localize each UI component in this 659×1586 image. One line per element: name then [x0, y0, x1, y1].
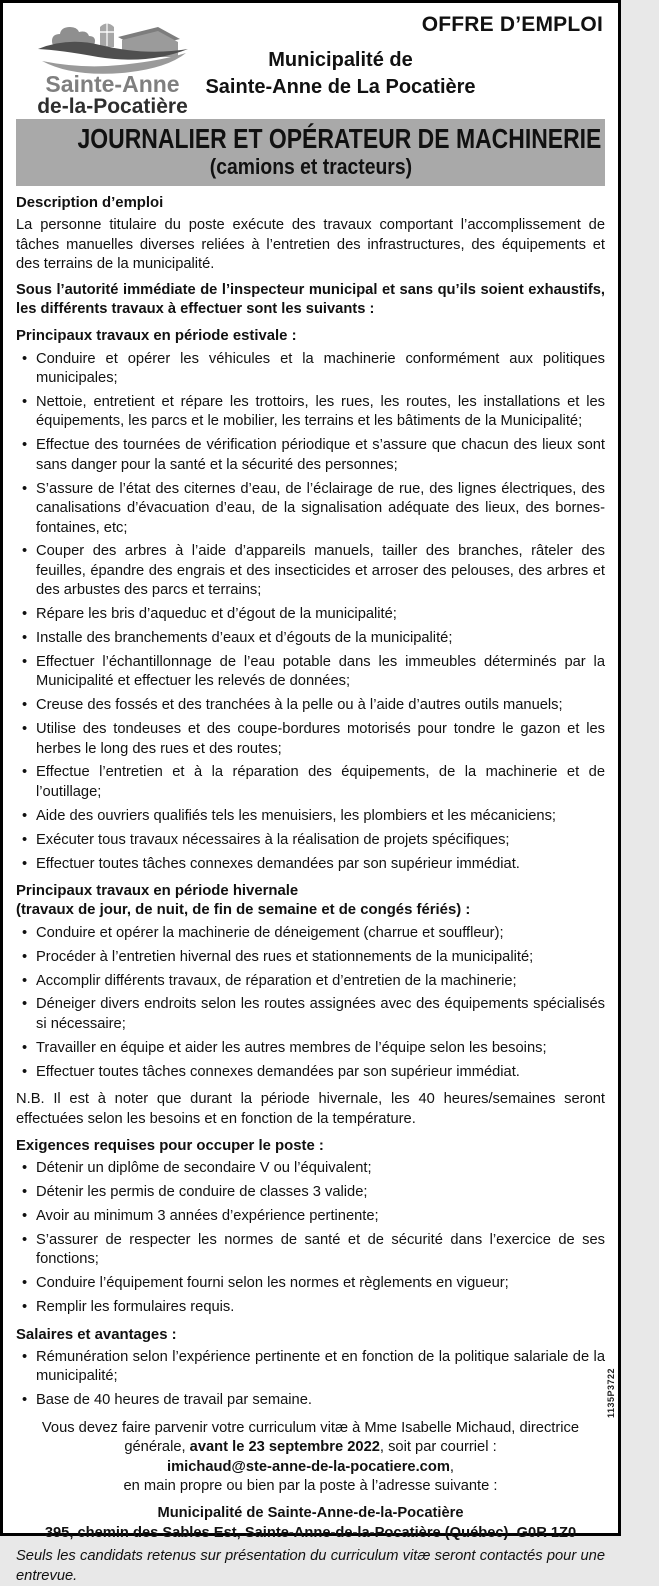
list-item-text: Conduire l’équipement fourni selon les normes et règlements en vigueur; — [36, 1275, 509, 1292]
requirements-list — [16, 1159, 605, 1317]
list-item — [16, 1391, 605, 1410]
bullet-icon: • — [22, 1208, 28, 1225]
list-item-text: Creuse des fossés et des tranchées à la pelle ou à l’aide d’autres outils manuels; — [36, 697, 563, 714]
list-item — [16, 436, 605, 475]
list-item — [16, 1159, 605, 1178]
list-item — [16, 763, 605, 802]
list-item-text: Couper des arbres à l’aide d’appareils manuels, tailler des branches, râteler des feuilles, épandre des engrais et des insecticides et arroser des pelouses, des arbres et des arbustes des parcs et terrains; — [36, 543, 605, 599]
list-item-text: Procéder à l’entretien hivernal des rues et stationnements de la municipalité; — [36, 948, 534, 965]
ad-reference-code: 1135P3722 — [606, 1367, 616, 1419]
bullet-icon: • — [22, 764, 28, 781]
section-heading-salary: Salaires et avantages : — [16, 1326, 177, 1343]
bullet-icon: • — [22, 1039, 28, 1056]
apply-email-comma: , — [449, 1458, 454, 1475]
section-heading-requirements: Exigences requises pour occuper le poste : — [16, 1137, 324, 1154]
list-item-text: Déneiger divers endroits selon les routes assignées avec des équipements spécialisés si nécessaire; — [36, 996, 605, 1032]
bullet-icon: • — [22, 350, 28, 367]
bullet-icon: • — [22, 1349, 28, 1366]
nb-note: N.B. Il est à noter que durant la période hivernale, les 40 heures/semaines seront effectuées selon les besoins et en fonction de la température. — [16, 1091, 605, 1127]
list-item-text: Installe des branchements d’eaux et d’égouts de la municipalité; — [36, 630, 453, 647]
list-item-text: Nettoie, entretient et répare les trottoirs, les rues, les routes, les installations et les équipements, les parcs et le mobilier, les terrains et les bâtiments de la Municipalité; — [36, 394, 605, 430]
bullet-icon: • — [22, 1392, 28, 1409]
list-item — [16, 629, 605, 648]
section-heading-summer: Principaux travaux en période estivale : — [16, 328, 297, 345]
list-item-text: Effectue des tournées de vérification périodique et s’assure que chacun des lieux sont sans danger pour la santé et la sécurité des personnes; — [36, 437, 605, 473]
bullet-icon: • — [22, 1063, 28, 1080]
list-item — [16, 831, 605, 850]
bullet-icon: • — [22, 1299, 28, 1316]
bullet-icon: • — [22, 1184, 28, 1201]
bullet-icon: • — [22, 437, 28, 454]
list-item — [16, 1348, 605, 1387]
list-item — [16, 696, 605, 715]
list-item-text: Conduire et opérer les véhicules et la machinerie conformément aux politiques municipales; — [36, 350, 605, 387]
application-instructions — [22, 1419, 599, 1497]
list-item-text: Effectuer l’échantillonnage de l’eau potable dans les immeubles déterminés par la Municipalité et effectuer les relevés de données; — [36, 653, 605, 690]
list-item — [16, 995, 605, 1034]
bullet-icon: • — [22, 972, 28, 989]
list-item — [16, 1039, 605, 1058]
apply-text-2: , soit par courriel : — [379, 1439, 497, 1456]
list-item-text: S’assurer de respecter les normes de santé et de sécurité dans l’exercice de ses fonctions; — [36, 1232, 605, 1268]
address-line2: 395, chemin des Sables Est, Sainte-Anne-de-la-Pocatière (Québec) G0R 1Z0 — [44, 1524, 577, 1541]
logo-name-line2: de-la-Pocatière — [37, 95, 188, 118]
authority-paragraph: Sous l’autorité immédiate de l’inspecteur municipal et sans qu’ils soient exhaustifs, les différents travaux à effectuer sont les suivants : — [16, 281, 605, 317]
bullet-icon: • — [22, 721, 28, 738]
list-item — [16, 1274, 605, 1293]
list-item — [16, 1063, 605, 1082]
job-title: JOURNALIER ET OPÉRATEUR DE MACHINERIE — [77, 123, 602, 154]
bullet-icon: • — [22, 606, 28, 623]
bullet-icon: • — [22, 924, 28, 941]
list-item — [16, 855, 605, 874]
section-heading-description: Description d’emploi — [16, 194, 164, 211]
list-item-text: Utilise des tondeuses et des coupe-bordures motorisés pour tondre le gazon et les herbes le long des rues et des routes; — [36, 721, 605, 757]
bullet-icon: • — [22, 948, 28, 965]
bullet-icon: • — [22, 1275, 28, 1292]
list-item — [16, 350, 605, 389]
list-item-text: Effectuer toutes tâches connexes demandées par son supérieur immédiat. — [36, 1063, 520, 1080]
logo-name-line1: Sainte-Anne — [45, 71, 180, 97]
list-item — [16, 480, 605, 538]
bullet-icon: • — [22, 1160, 28, 1177]
description-paragraph: La personne titulaire du poste exécute des travaux comportant l’accomplissement de tâches manuelles diverses reliées à l’entretien des infrastructures, des équipements et des terrains de la municipalité. — [16, 217, 605, 273]
address-line1: Municipalité de Sainte-Anne-de-la-Pocatière — [157, 1505, 464, 1522]
list-item-text: Conduire et opérer la machinerie de déneigement (charrue et souffleur); — [36, 924, 504, 941]
bullet-icon: • — [22, 543, 28, 560]
list-item-text: Base de 40 heures de travail par semaine. — [36, 1392, 312, 1409]
list-item — [16, 1231, 605, 1270]
summer-task-list — [16, 350, 605, 874]
list-item — [16, 1298, 605, 1317]
list-item — [16, 948, 605, 967]
list-item — [16, 1207, 605, 1226]
list-item-text: Effectue l’entretien et à la réparation des équipements, de la machinerie et de l’outillage; — [36, 764, 605, 800]
bullet-icon: • — [22, 630, 28, 647]
list-item-text: S’assure de l’état des citernes d’eau, de l’éclairage de rue, des lignes électriques, des canalisations d’évacuation d’eau, de la signalisation adéquate des lieux, des bornes-fontaines, etc; — [36, 480, 605, 536]
list-item-text: Aide des ouvriers qualifiés tels les menuisiers, les plombiers et les mécaniciens; — [36, 807, 557, 824]
municipality-title-line1: Municipalité de — [268, 49, 413, 71]
list-item-text: Remplir les formulaires requis. — [36, 1299, 235, 1316]
job-description-body — [16, 194, 605, 1586]
list-item — [16, 972, 605, 991]
apply-text-3: en main propre ou bien par la poste à l’adresse suivante : — [123, 1477, 498, 1494]
list-item-text: Travailler en équipe et aider les autres membres de l’équipe selon les besoins; — [36, 1039, 547, 1056]
apply-email: imichaud@ste-anne-de-la-pocatiere.com — [167, 1458, 450, 1475]
list-item — [16, 807, 605, 826]
list-item-text: Effectuer toutes tâches connexes demandées par son supérieur immédiat. — [36, 855, 520, 872]
list-item-text: Accomplir différents travaux, de réparation et d’entretien de la machinerie; — [36, 972, 517, 989]
bullet-icon: • — [22, 394, 28, 411]
header — [16, 11, 605, 118]
bullet-icon: • — [22, 1232, 28, 1249]
footnote: Seuls les candidats retenus sur présentation du curriculum vitæ seront contactés pour une entrevue. — [16, 1548, 605, 1584]
list-item — [16, 605, 605, 624]
list-item-text: Rémunération selon l’expérience pertinente et en fonction de la politique salariale de la municipalité; — [36, 1349, 605, 1385]
job-title-banner — [16, 119, 605, 186]
offer-label: OFFRE D’EMPLOI — [421, 13, 603, 36]
bullet-icon: • — [22, 697, 28, 714]
list-item — [16, 653, 605, 692]
bullet-icon: • — [22, 807, 28, 824]
winter-task-list — [16, 924, 605, 1082]
list-item-text: Exécuter tous travaux nécessaires à la réalisation de projets spécifiques; — [36, 831, 510, 848]
winter-heading-line1: Principaux travaux en période hivernale — [16, 883, 299, 900]
bullet-icon: • — [22, 831, 28, 848]
list-item — [16, 1183, 605, 1202]
bullet-icon: • — [22, 996, 28, 1013]
section-heading-winter — [16, 882, 605, 921]
bullet-icon: • — [22, 653, 28, 670]
mailing-address — [16, 1504, 605, 1543]
list-item-text: Avoir au minimum 3 années d’expérience pertinente; — [36, 1208, 379, 1225]
salary-list — [16, 1348, 605, 1411]
list-item — [16, 720, 605, 759]
apply-deadline: avant le 23 septembre 2022 — [189, 1439, 380, 1456]
list-item-text: Répare les bris d’aqueduc et d’égout de la municipalité; — [36, 606, 397, 623]
apply-text-1: Vous devez faire parvenir votre curriculum vitæ à Mme Isabelle Michaud, directrice générale, — [41, 1419, 580, 1456]
winter-heading-line2: (travaux de jour, de nuit, de fin de semaine et de congés fériés) : — [16, 902, 471, 919]
list-item — [16, 542, 605, 600]
bullet-icon: • — [22, 855, 28, 872]
bullet-icon: • — [22, 480, 28, 497]
municipality-title — [136, 47, 545, 101]
job-subtitle: (camions et tracteurs) — [209, 153, 412, 179]
municipality-title-line2: Sainte-Anne de La Pocatière — [205, 76, 476, 98]
list-item-text: Détenir un diplôme de secondaire V ou l’équivalent; — [36, 1160, 372, 1177]
list-item — [16, 924, 605, 943]
list-item-text: Détenir les permis de conduire de classes 3 valide; — [36, 1184, 368, 1201]
apply-email-line — [22, 1458, 599, 1477]
list-item — [16, 393, 605, 432]
